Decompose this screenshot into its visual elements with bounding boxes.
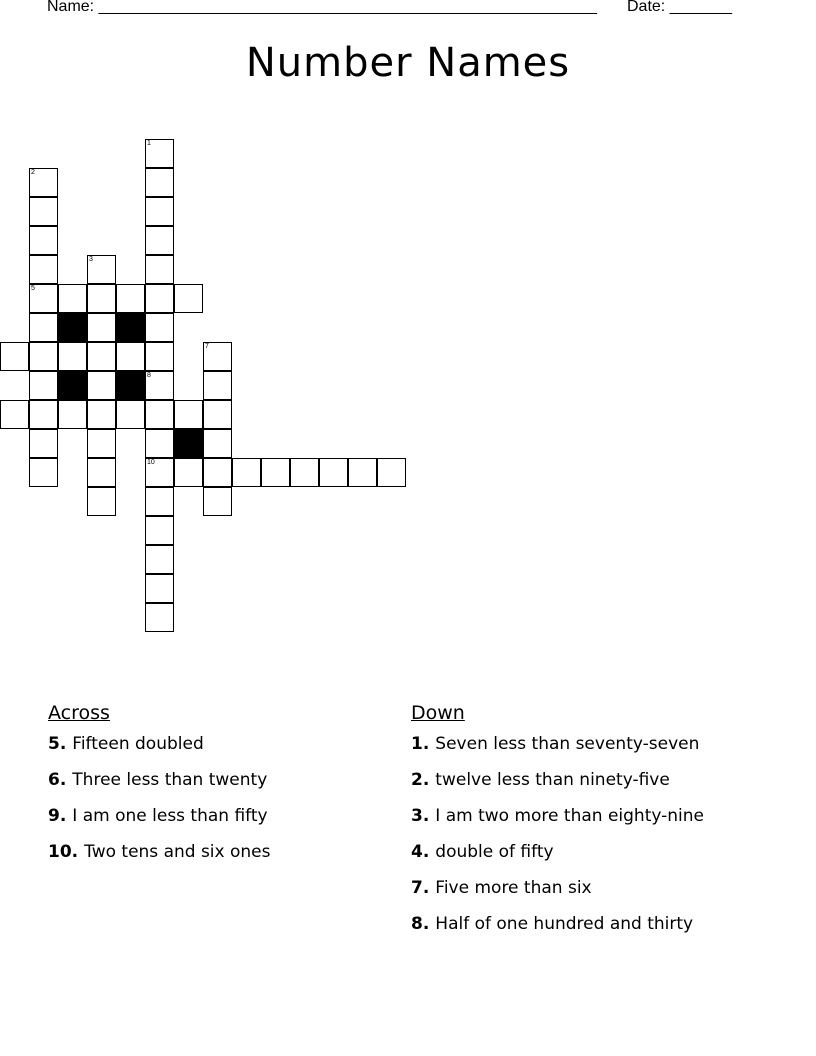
grid-cell[interactable]	[87, 313, 116, 342]
clue-number: 8.	[411, 914, 430, 934]
grid-cell[interactable]	[319, 458, 348, 487]
grid-cell[interactable]	[87, 255, 116, 284]
grid-cell[interactable]	[145, 197, 174, 226]
clue-number: 2.	[411, 770, 430, 790]
clue-item	[48, 764, 271, 800]
grid-cell[interactable]	[116, 284, 145, 313]
black-cell	[116, 371, 145, 400]
grid-cell[interactable]	[87, 429, 116, 458]
grid-cell[interactable]	[29, 458, 58, 487]
grid-cell[interactable]	[145, 255, 174, 284]
clue-number: 3.	[411, 806, 430, 826]
grid-cell[interactable]	[145, 342, 174, 371]
clue-text: Five more than six	[435, 878, 592, 898]
grid-cell[interactable]	[29, 168, 58, 197]
grid-cell[interactable]	[29, 226, 58, 255]
grid-cell[interactable]	[145, 458, 174, 487]
grid-cell[interactable]	[29, 371, 58, 400]
grid-cell[interactable]	[145, 574, 174, 603]
page-title: Number Names	[245, 40, 571, 86]
grid-cell[interactable]	[174, 458, 203, 487]
grid-cell[interactable]	[145, 371, 174, 400]
grid-cell[interactable]	[87, 342, 116, 371]
black-cell	[174, 429, 203, 458]
grid-cell[interactable]	[145, 516, 174, 545]
grid-cell[interactable]	[145, 487, 174, 516]
grid-cell[interactable]	[145, 168, 174, 197]
grid-cell[interactable]	[174, 400, 203, 429]
grid-cell[interactable]	[87, 371, 116, 400]
grid-cell[interactable]	[29, 313, 58, 342]
clue-number: 4.	[411, 842, 430, 862]
grid-cell[interactable]	[145, 400, 174, 429]
clue-text: double of fifty	[435, 842, 554, 862]
grid-cell[interactable]	[203, 429, 232, 458]
across-heading: Across	[48, 702, 110, 724]
clue-text: Three less than twenty	[72, 770, 268, 790]
grid-cell[interactable]	[87, 400, 116, 429]
grid-cell[interactable]	[203, 487, 232, 516]
clue-item	[411, 836, 704, 872]
date-field-label[interactable]: Date: _______	[627, 0, 732, 15]
cell-number: 2	[31, 169, 35, 176]
grid-cell[interactable]	[203, 458, 232, 487]
cell-number: 10	[147, 459, 155, 466]
clue-text: I am two more than eighty-nine	[435, 806, 704, 826]
down-heading: Down	[411, 702, 465, 724]
grid-cell[interactable]	[145, 603, 174, 632]
grid-cell[interactable]	[145, 139, 174, 168]
grid-cell[interactable]	[145, 429, 174, 458]
grid-cell[interactable]	[203, 342, 232, 371]
grid-cell[interactable]	[29, 342, 58, 371]
clue-number: 6.	[48, 770, 67, 790]
grid-cell[interactable]	[261, 458, 290, 487]
clue-number: 9.	[48, 806, 67, 826]
cell-number: 1	[147, 140, 151, 147]
grid-cell[interactable]	[87, 458, 116, 487]
grid-cell[interactable]	[29, 400, 58, 429]
grid-cell[interactable]	[116, 342, 145, 371]
clue-item	[48, 836, 271, 872]
clue-text: I am one less than fifty	[72, 806, 268, 826]
name-field-label[interactable]: Name: ________________________________________________________	[47, 0, 597, 15]
grid-cell[interactable]	[290, 458, 319, 487]
grid-cell[interactable]	[203, 400, 232, 429]
grid-cell[interactable]	[58, 400, 87, 429]
clue-item	[48, 728, 271, 764]
clue-text: Seven less than seventy-seven	[435, 734, 700, 754]
cell-number: 7	[205, 343, 209, 350]
grid-cell[interactable]	[145, 284, 174, 313]
grid-cell[interactable]	[203, 371, 232, 400]
grid-cell[interactable]	[87, 487, 116, 516]
grid-cell[interactable]	[145, 545, 174, 574]
cell-number: 8	[147, 372, 151, 379]
clue-text: twelve less than ninety-five	[435, 770, 670, 790]
grid-cell[interactable]	[58, 284, 87, 313]
clue-text: Two tens and six ones	[84, 842, 271, 862]
grid-cell[interactable]	[29, 197, 58, 226]
grid-cell[interactable]	[348, 458, 377, 487]
cell-number: 3	[89, 256, 93, 263]
clue-item	[411, 800, 704, 836]
grid-cell[interactable]	[145, 313, 174, 342]
clue-number: 1.	[411, 734, 430, 754]
clue-text: Half of one hundred and thirty	[435, 914, 694, 934]
black-cell	[58, 313, 87, 342]
clue-number: 7.	[411, 878, 430, 898]
clue-text: Fifteen doubled	[72, 734, 204, 754]
grid-cell[interactable]	[29, 284, 58, 313]
clue-item	[411, 908, 704, 944]
grid-cell[interactable]	[0, 342, 29, 371]
black-cell	[58, 371, 87, 400]
grid-cell[interactable]	[87, 284, 116, 313]
grid-cell[interactable]	[29, 255, 58, 284]
grid-cell[interactable]	[232, 458, 261, 487]
across-clues	[48, 702, 271, 872]
black-cell	[116, 313, 145, 342]
clue-number: 10.	[48, 842, 79, 862]
grid-cell[interactable]	[29, 429, 58, 458]
clue-item	[48, 800, 271, 836]
grid-cell[interactable]	[58, 342, 87, 371]
grid-cell[interactable]	[0, 400, 29, 429]
clue-item	[411, 728, 704, 764]
grid-cell[interactable]	[174, 284, 203, 313]
clue-item	[411, 764, 704, 800]
grid-cell[interactable]	[377, 458, 406, 487]
grid-cell[interactable]	[145, 226, 174, 255]
cell-number: 5	[31, 285, 35, 292]
clue-item	[411, 872, 704, 908]
clue-number: 5.	[48, 734, 67, 754]
down-clues	[411, 702, 704, 944]
grid-cell[interactable]	[116, 400, 145, 429]
